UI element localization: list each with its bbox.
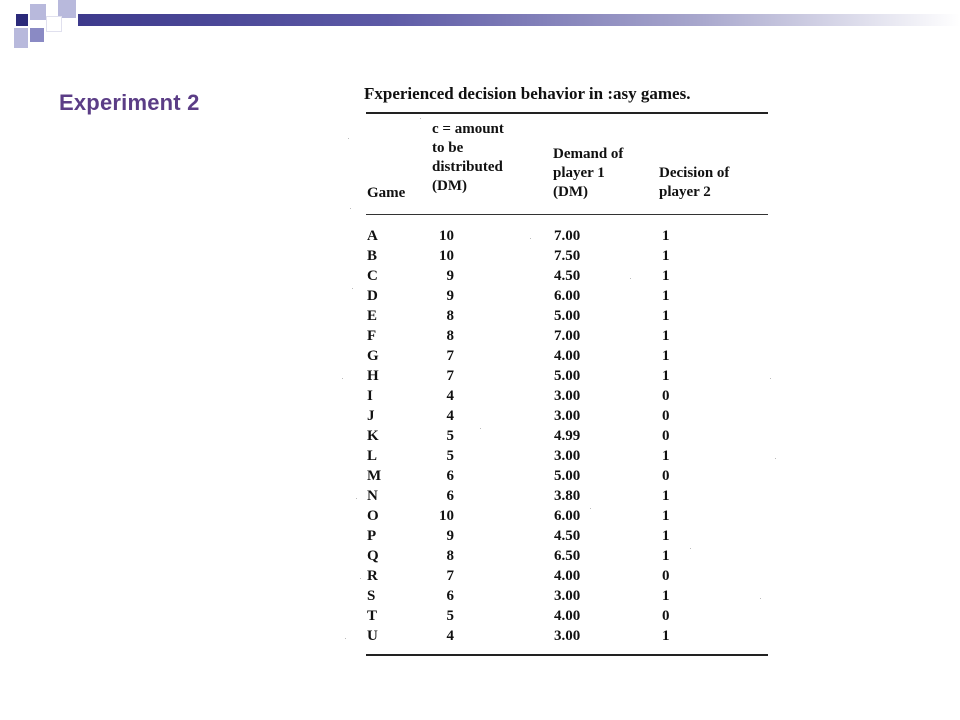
cell-amount: 10	[439, 248, 454, 264]
cell-decision: 1	[662, 508, 670, 524]
cell-decision: 1	[662, 368, 670, 384]
cell-game: T	[367, 608, 378, 624]
table-row	[366, 266, 768, 286]
table-row	[366, 226, 768, 246]
cell-game: J	[367, 408, 375, 424]
scan-speck	[775, 458, 776, 459]
cell-amount: 7	[446, 368, 454, 384]
table-body	[366, 226, 768, 646]
cell-game: A	[367, 228, 378, 244]
cell-demand: 7.00	[554, 328, 581, 344]
table-caption: Fxperienced decision behavior in :asy games.	[364, 84, 691, 103]
cell-demand: 5.00	[554, 308, 581, 324]
cell-demand: 4.00	[554, 568, 581, 584]
table-row	[366, 546, 768, 566]
header-demand-line2: player 1	[553, 165, 605, 181]
scan-speck	[760, 598, 761, 599]
cell-decision: 1	[662, 228, 670, 244]
cell-decision: 0	[662, 608, 670, 624]
header-decision-line2: player 2	[659, 184, 711, 200]
header-decision-line1: Decision of	[659, 165, 730, 181]
header-demand-line1: Demand of	[553, 146, 624, 162]
header-square-mid	[30, 28, 44, 42]
cell-game: B	[367, 248, 378, 264]
cell-amount: 10	[439, 508, 454, 524]
cell-amount: 8	[446, 328, 454, 344]
scan-speck	[350, 208, 351, 209]
cell-demand: 4.50	[554, 528, 581, 544]
scan-speck	[360, 578, 361, 579]
cell-amount: 4	[446, 628, 454, 644]
scan-speck	[630, 278, 631, 279]
header-amount-line3: distributed	[432, 159, 503, 175]
cell-game: G	[367, 348, 379, 364]
scan-speck	[770, 378, 771, 379]
cell-demand: 4.00	[554, 608, 581, 624]
cell-game: Q	[367, 548, 379, 564]
cell-demand: 5.00	[554, 368, 581, 384]
cell-game: S	[367, 588, 376, 604]
scan-speck	[345, 638, 346, 639]
cell-demand: 5.00	[554, 468, 581, 484]
cell-amount: 5	[446, 428, 454, 444]
scan-speck	[348, 138, 349, 139]
header-demand	[553, 145, 623, 202]
header-rule	[366, 214, 768, 215]
cell-amount: 8	[446, 308, 454, 324]
cell-amount: 6	[446, 588, 454, 604]
table-row	[366, 366, 768, 386]
cell-decision: 0	[662, 428, 670, 444]
table-row	[366, 446, 768, 466]
header-square-light-2	[14, 28, 28, 48]
cell-demand: 3.00	[554, 388, 581, 404]
cell-amount: 8	[446, 548, 454, 564]
cell-decision: 1	[662, 588, 670, 604]
scan-speck	[342, 378, 343, 379]
cell-demand: 3.00	[554, 588, 581, 604]
header-square-light-1	[30, 4, 46, 20]
cell-amount: 6	[446, 468, 454, 484]
table-row	[366, 626, 768, 646]
cell-game: M	[367, 468, 382, 484]
cell-amount: 4	[446, 408, 454, 424]
table-row	[366, 286, 768, 306]
cell-decision: 0	[662, 388, 670, 404]
cell-game: L	[367, 448, 378, 464]
header-bar	[78, 14, 960, 26]
scan-speck	[420, 118, 421, 119]
cell-amount: 4	[446, 388, 454, 404]
table-row	[366, 566, 768, 586]
table-row	[366, 586, 768, 606]
cell-game: P	[367, 528, 377, 544]
cell-demand: 6.00	[554, 288, 581, 304]
cell-decision: 0	[662, 408, 670, 424]
cell-decision: 1	[662, 528, 670, 544]
cell-decision: 1	[662, 288, 670, 304]
scan-speck	[530, 238, 531, 239]
cell-amount: 9	[446, 528, 454, 544]
slide-title: Experiment 2	[59, 90, 200, 115]
cell-game: U	[367, 628, 378, 644]
cell-amount: 9	[446, 288, 454, 304]
table-row	[366, 246, 768, 266]
header-amount-line4: (DM)	[432, 178, 467, 194]
cell-demand: 6.00	[554, 508, 581, 524]
table-row	[366, 406, 768, 426]
cell-decision: 1	[662, 548, 670, 564]
cell-decision: 0	[662, 468, 670, 484]
cell-demand: 4.00	[554, 348, 581, 364]
header-amount-line2: to be	[432, 140, 464, 156]
table-row	[366, 486, 768, 506]
table-row	[366, 606, 768, 626]
table-row	[366, 306, 768, 326]
cell-amount: 10	[439, 228, 454, 244]
cell-decision: 1	[662, 488, 670, 504]
header-amount	[432, 120, 504, 196]
cell-decision: 1	[662, 308, 670, 324]
cell-game: F	[367, 328, 377, 344]
table-row	[366, 526, 768, 546]
scan-speck	[352, 288, 353, 289]
top-rule	[366, 112, 768, 114]
cell-game: D	[367, 288, 378, 304]
cell-demand: 3.80	[554, 488, 581, 504]
header-square-dark-1	[16, 14, 28, 26]
header-amount-line1: c = amount	[432, 121, 504, 137]
cell-game: I	[367, 388, 373, 404]
cell-game: O	[367, 508, 379, 524]
cell-decision: 1	[662, 628, 670, 644]
cell-demand: 3.00	[554, 448, 581, 464]
cell-game: N	[367, 488, 378, 504]
scan-speck	[590, 508, 591, 509]
cell-amount: 7	[446, 568, 454, 584]
table-row	[366, 346, 768, 366]
cell-game: E	[367, 308, 378, 324]
cell-demand: 4.50	[554, 268, 581, 284]
scan-speck	[690, 548, 691, 549]
scan-speck	[480, 428, 481, 429]
cell-demand: 7.00	[554, 228, 581, 244]
bottom-rule	[366, 654, 768, 656]
table-row	[366, 386, 768, 406]
cell-demand: 7.50	[554, 248, 581, 264]
header-game: Game	[367, 185, 406, 201]
cell-decision: 1	[662, 248, 670, 264]
cell-amount: 9	[446, 268, 454, 284]
cell-demand: 4.99	[554, 428, 581, 444]
header-demand-line3: (DM)	[553, 184, 588, 200]
table-row	[366, 506, 768, 526]
scan-speck	[356, 498, 357, 499]
cell-game: K	[367, 428, 379, 444]
cell-demand: 6.50	[554, 548, 581, 564]
header-decision	[659, 164, 729, 202]
cell-demand: 3.00	[554, 628, 581, 644]
cell-amount: 6	[446, 488, 454, 504]
cell-demand: 3.00	[554, 408, 581, 424]
header-square-white	[46, 16, 62, 32]
scanned-table	[330, 78, 780, 688]
cell-amount: 7	[446, 348, 454, 364]
cell-decision: 1	[662, 328, 670, 344]
table-row	[366, 466, 768, 486]
cell-decision: 1	[662, 448, 670, 464]
cell-decision: 1	[662, 268, 670, 284]
table-row	[366, 426, 768, 446]
cell-amount: 5	[446, 448, 454, 464]
cell-game: H	[367, 368, 379, 384]
table-row	[366, 326, 768, 346]
cell-amount: 5	[446, 608, 454, 624]
cell-decision: 0	[662, 568, 670, 584]
cell-game: R	[367, 568, 378, 584]
cell-game: C	[367, 268, 378, 284]
cell-decision: 1	[662, 348, 670, 364]
